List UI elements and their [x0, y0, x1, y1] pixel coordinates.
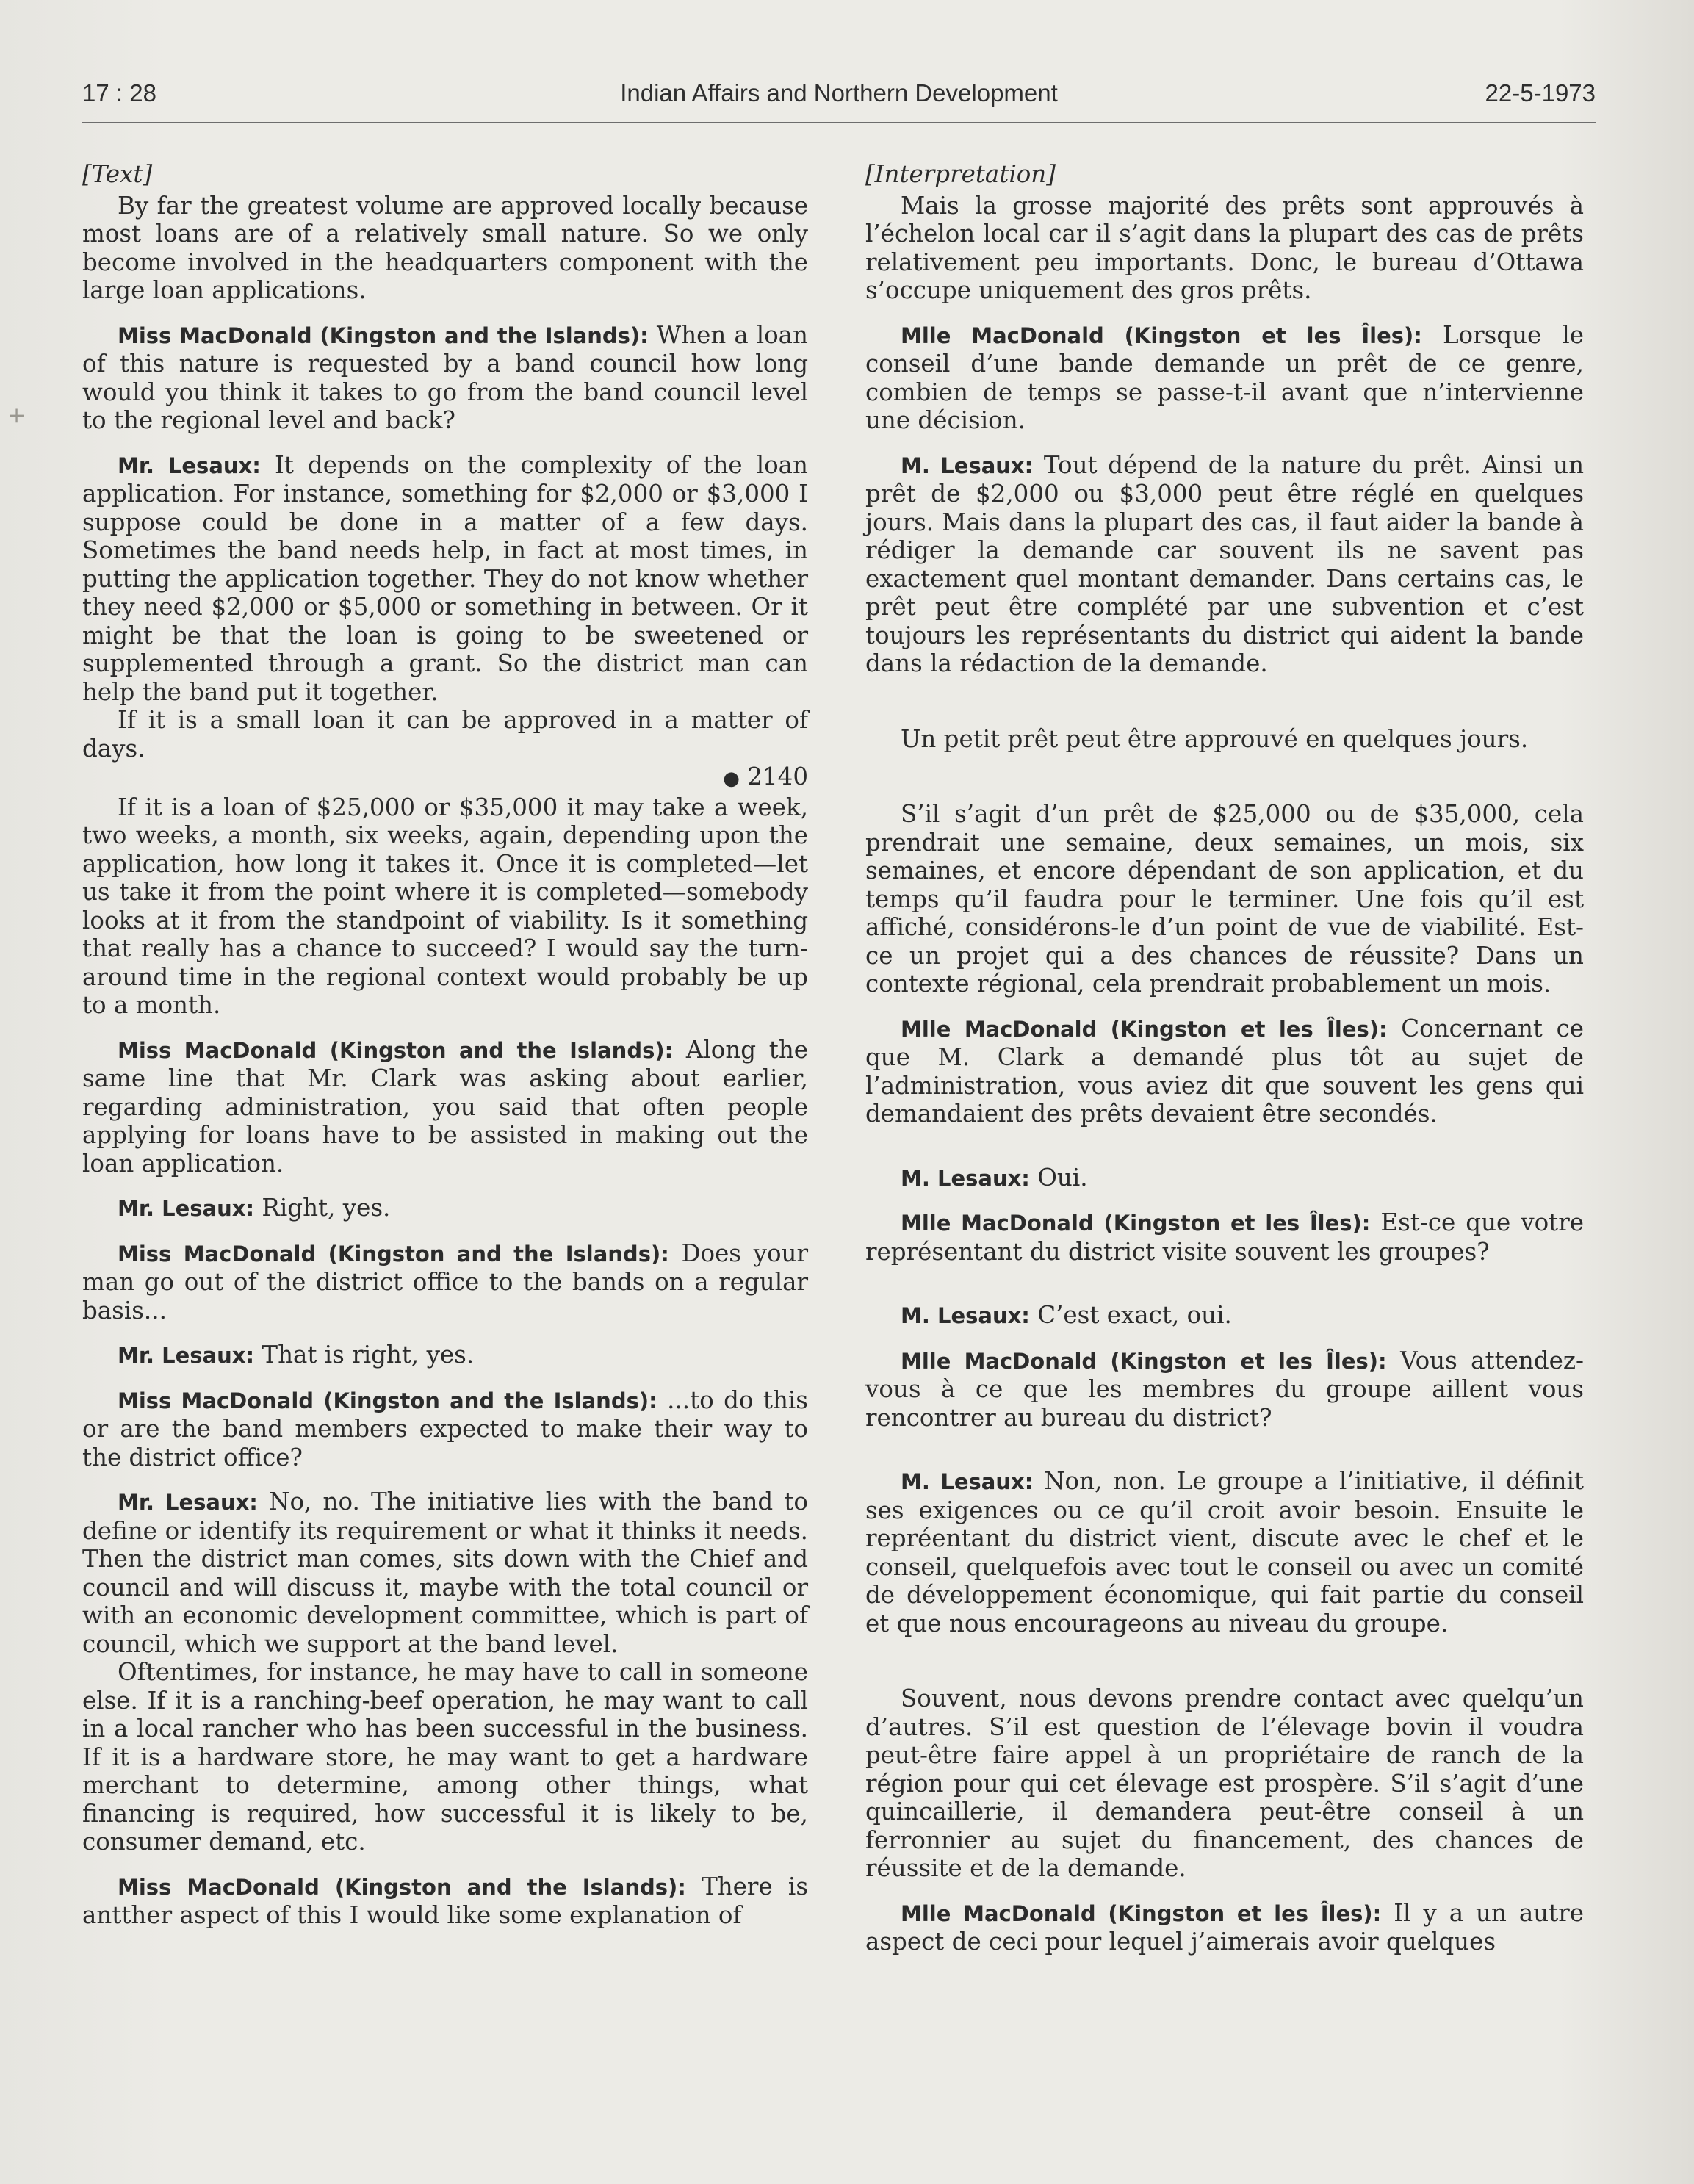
margin-mark: + — [7, 403, 26, 428]
paragraph — [865, 800, 1584, 998]
speaker-name: Miss MacDonald (Kingston and the Islands): — [118, 1241, 669, 1266]
speaker-paragraph — [865, 1899, 1584, 1956]
speaker-name: Mlle MacDonald (Kingston et les Îles): — [901, 1348, 1387, 1374]
speaker-paragraph — [865, 451, 1584, 678]
paragraph-text: Concernant ce que M. Clark a demandé plus tôt au sujet de l’administration, vous aviez dit que souvent les gens qui demandaient des prêts devaient être secondés. — [865, 1014, 1585, 1128]
speaker-name: M. Lesaux: — [901, 1303, 1030, 1328]
paragraph-text: Il y a un autre aspect de ceci pour lequel j’aimerais avoir quelques — [865, 1898, 1584, 1956]
paragraph-text: If it is a loan of $25,000 or $35,000 it may take a week, two weeks, a month, six weeks, again, depending upon the application, how long it takes it. Once it is completed—let us take it from the point where it is completed—somebody looks at it from the standpoint of viability. Is it something that really has a chance to succeed? I would say the turn-around time in the regional context would probably be up to a month. — [82, 793, 808, 1019]
paragraph — [82, 192, 808, 305]
paragraph-text: Does your man go out of the district office to the bands on a regular basis... — [82, 1239, 808, 1325]
paragraph-text: When a loan of this nature is requested by a band council how long would you think it takes to go from the band council level to the regional level and back? — [82, 320, 808, 434]
speaker-name: M. Lesaux: — [901, 453, 1034, 478]
speaker-paragraph — [82, 451, 808, 707]
paragraph — [82, 1658, 808, 1856]
paragraph-text: Non, non. Le groupe a l’initiative, il définit ses exigences ou ce qu’il croit avoir besoin. Ensuite le repréentant du district vient, discute avec le chef et le conseil, quelquefois avec tout le conseil ou avec un comité de développement économique, qui fait partie du conseil et que nous encourageons au niveau du groupe. — [865, 1467, 1584, 1637]
time-marker — [82, 763, 808, 793]
header-rule — [82, 122, 1596, 123]
speaker-paragraph — [865, 321, 1584, 435]
paragraph-text: By far the greatest volume are approved locally because most loans are of a relatively small nature. So we only become involved in the headquarters component with the large loan applications. — [82, 191, 808, 304]
speaker-paragraph — [82, 321, 808, 435]
speaker-paragraph — [82, 1194, 808, 1223]
paragraph-text: Est-ce que votre représentant du district visite souvent les groupes? — [865, 1208, 1584, 1266]
speaker-name: Miss MacDonald (Kingston and the Islands): — [118, 1874, 686, 1900]
speaker-name: Miss MacDonald (Kingston and the Islands): — [118, 1037, 674, 1063]
speaker-name: Mlle MacDonald (Kingston et les Îles): — [901, 1211, 1371, 1236]
speaker-paragraph — [82, 1341, 808, 1370]
paragraph — [82, 793, 808, 1020]
paragraph — [865, 192, 1584, 305]
paragraph-text: Souvent, nous devons prendre contact avec quelqu’un d’autres. S’il est question de l’élevage bovin il voudra peut-être faire appel à un propriétaire de ranch de la région pour qui cet élevage est prospère. S’il s’agit d’une quincaillerie, il demandera peut-être conseil à un ferronnier au sujet du financement, des chances de réussite et de la demande. — [865, 1684, 1584, 1882]
speaker-paragraph — [865, 1164, 1584, 1193]
paragraph-text: Vous attendez-vous à ce que les membres du groupe aillent vous rencontrer au bureau du district? — [865, 1346, 1584, 1432]
speaker-paragraph — [82, 1873, 808, 1930]
page-number: 17 : 28 — [82, 79, 156, 107]
speaker-name: Mr. Lesaux: — [118, 1490, 258, 1515]
speaker-name: Mr. Lesaux: — [118, 1343, 255, 1368]
paragraph-text: Right, yes. — [254, 1194, 391, 1222]
page-header — [82, 79, 1596, 120]
speaker-paragraph — [82, 1386, 808, 1472]
paragraph — [865, 725, 1584, 754]
paragraph-text: That is right, yes. — [254, 1341, 475, 1369]
speaker-name: M. Lesaux: — [901, 1165, 1030, 1191]
speaker-name: Miss MacDonald (Kingston and the Islands): — [118, 322, 649, 348]
paragraph-text: Oui. — [1029, 1163, 1088, 1192]
section-label: [Text] — [82, 160, 153, 188]
paragraph-text: C’est exact, oui. — [1029, 1301, 1232, 1329]
speaker-paragraph — [865, 1301, 1584, 1330]
speaker-name: Mr. Lesaux: — [118, 1196, 255, 1221]
running-title: Indian Affairs and Northern Development — [620, 79, 1058, 107]
paragraph-text: Mais la grosse majorité des prêts sont approuvés à l’échelon local car il s’agit dans la plupart des cas de prêts relativement peu importants. Donc, le bureau d’Ottawa s’occupe uniquement des gros prêts. — [865, 191, 1584, 304]
paragraph-text: It depends on the complexity of the loan application. For instance, something for $2,000 or $3,000 I suppose could be done in a matter of a few days. Sometimes the band needs help, in fact at most times, in putting the application together. They do not know whether they need $2,000 or $5,000 or something in between. Or it might be that the loan is going to be sweetened or supplemented through a grant. So the district man can help the band put it together. — [82, 450, 808, 706]
speaker-paragraph — [865, 1014, 1584, 1128]
time-marker-value: 2140 — [747, 763, 808, 790]
paragraph — [82, 706, 808, 763]
speaker-paragraph — [82, 1239, 808, 1325]
paragraph-text: S’il s’agit d’un prêt de $25,000 ou de $35,000, cela prendrait une semaine, deux semaines, un mois, six semaines, et encore dépendant de son application, et du temps qu’il faudra pour le terminer. Une fois qu’il est affiché, considérons-le d’un point de vue de viabilité. Est-ce un projet qui a des chances de réussite? Dans un contexte régional, cela prendrait probablement un mois. — [865, 800, 1584, 998]
paragraph-text: There is antther aspect of this I would like some explanation of — [82, 1872, 808, 1929]
speaker-name: M. Lesaux: — [901, 1469, 1034, 1494]
bullet-icon: ● — [723, 768, 740, 790]
speaker-paragraph — [865, 1347, 1584, 1432]
paragraph-text: Tout dépend de la nature du prêt. Ainsi un prêt de $2,000 ou $3,000 peut être réglé en quelques jours. Mais dans la plupart des cas, il faut aider la bande à rédiger la demande car souvent ils ne savent pas exactement quel montant demander. Dans certains cas, le prêt peut être complété par une subvention et c’est toujours les représentants du district qui aident la bande dans la rédaction de la demande. — [865, 450, 1584, 677]
french-column — [865, 160, 1584, 1956]
paragraph-text: If it is a small loan it can be approved in a matter of days. — [82, 706, 808, 763]
speaker-paragraph — [865, 1208, 1584, 1266]
paragraph-text: No, no. The initiative lies with the band to define or identify its requirement or what it thinks it needs. Then the district man comes, sits down with the Chief and council and will discuss it, maybe with the total council or with an economic development committee, which is part of council, which we support at the band level. — [82, 1488, 808, 1658]
speaker-name: Miss MacDonald (Kingston and the Islands): — [118, 1388, 657, 1413]
english-column — [82, 160, 808, 1930]
paragraph-text: Lorsque le conseil d’une bande demande un prêt de ce genre, combien de temps se passe-t-il avant que n’intervienne une décision. — [865, 320, 1585, 434]
speaker-name: Mlle MacDonald (Kingston et les Îles): — [901, 322, 1422, 348]
speaker-paragraph — [865, 1467, 1584, 1637]
paragraph-text: Oftentimes, for instance, he may have to call in someone else. If it is a ranching-beef operation, he may want to call in a local rancher who has been successful in the business. If it is a hardware store, he may want to get a hardware merchant to determine, among other things, what financing is required, how successful it is likely to be, consumer demand, etc. — [82, 1658, 808, 1856]
speaker-name: Mlle MacDonald (Kingston et les Îles): — [901, 1900, 1382, 1926]
paragraph — [865, 1684, 1584, 1883]
paragraph-text: Un petit prêt peut être approuvé en quelques jours. — [901, 724, 1529, 753]
speaker-paragraph — [82, 1488, 808, 1658]
paragraph-text: Along the same line that Mr. Clark was asking about earlier, regarding administration, you said that often people applying for loans have to be assisted in making out the loan application. — [82, 1035, 808, 1178]
speaker-name: Mlle MacDonald (Kingston et les Îles): — [901, 1016, 1388, 1042]
speaker-name: Mr. Lesaux: — [118, 453, 261, 478]
header-date: 22-5-1973 — [1485, 79, 1596, 107]
speaker-paragraph — [82, 1036, 808, 1178]
section-label: [Interpretation] — [865, 160, 1056, 188]
paragraph-text: ...to do this or are the band members expected to make their way to the district office? — [82, 1385, 808, 1471]
